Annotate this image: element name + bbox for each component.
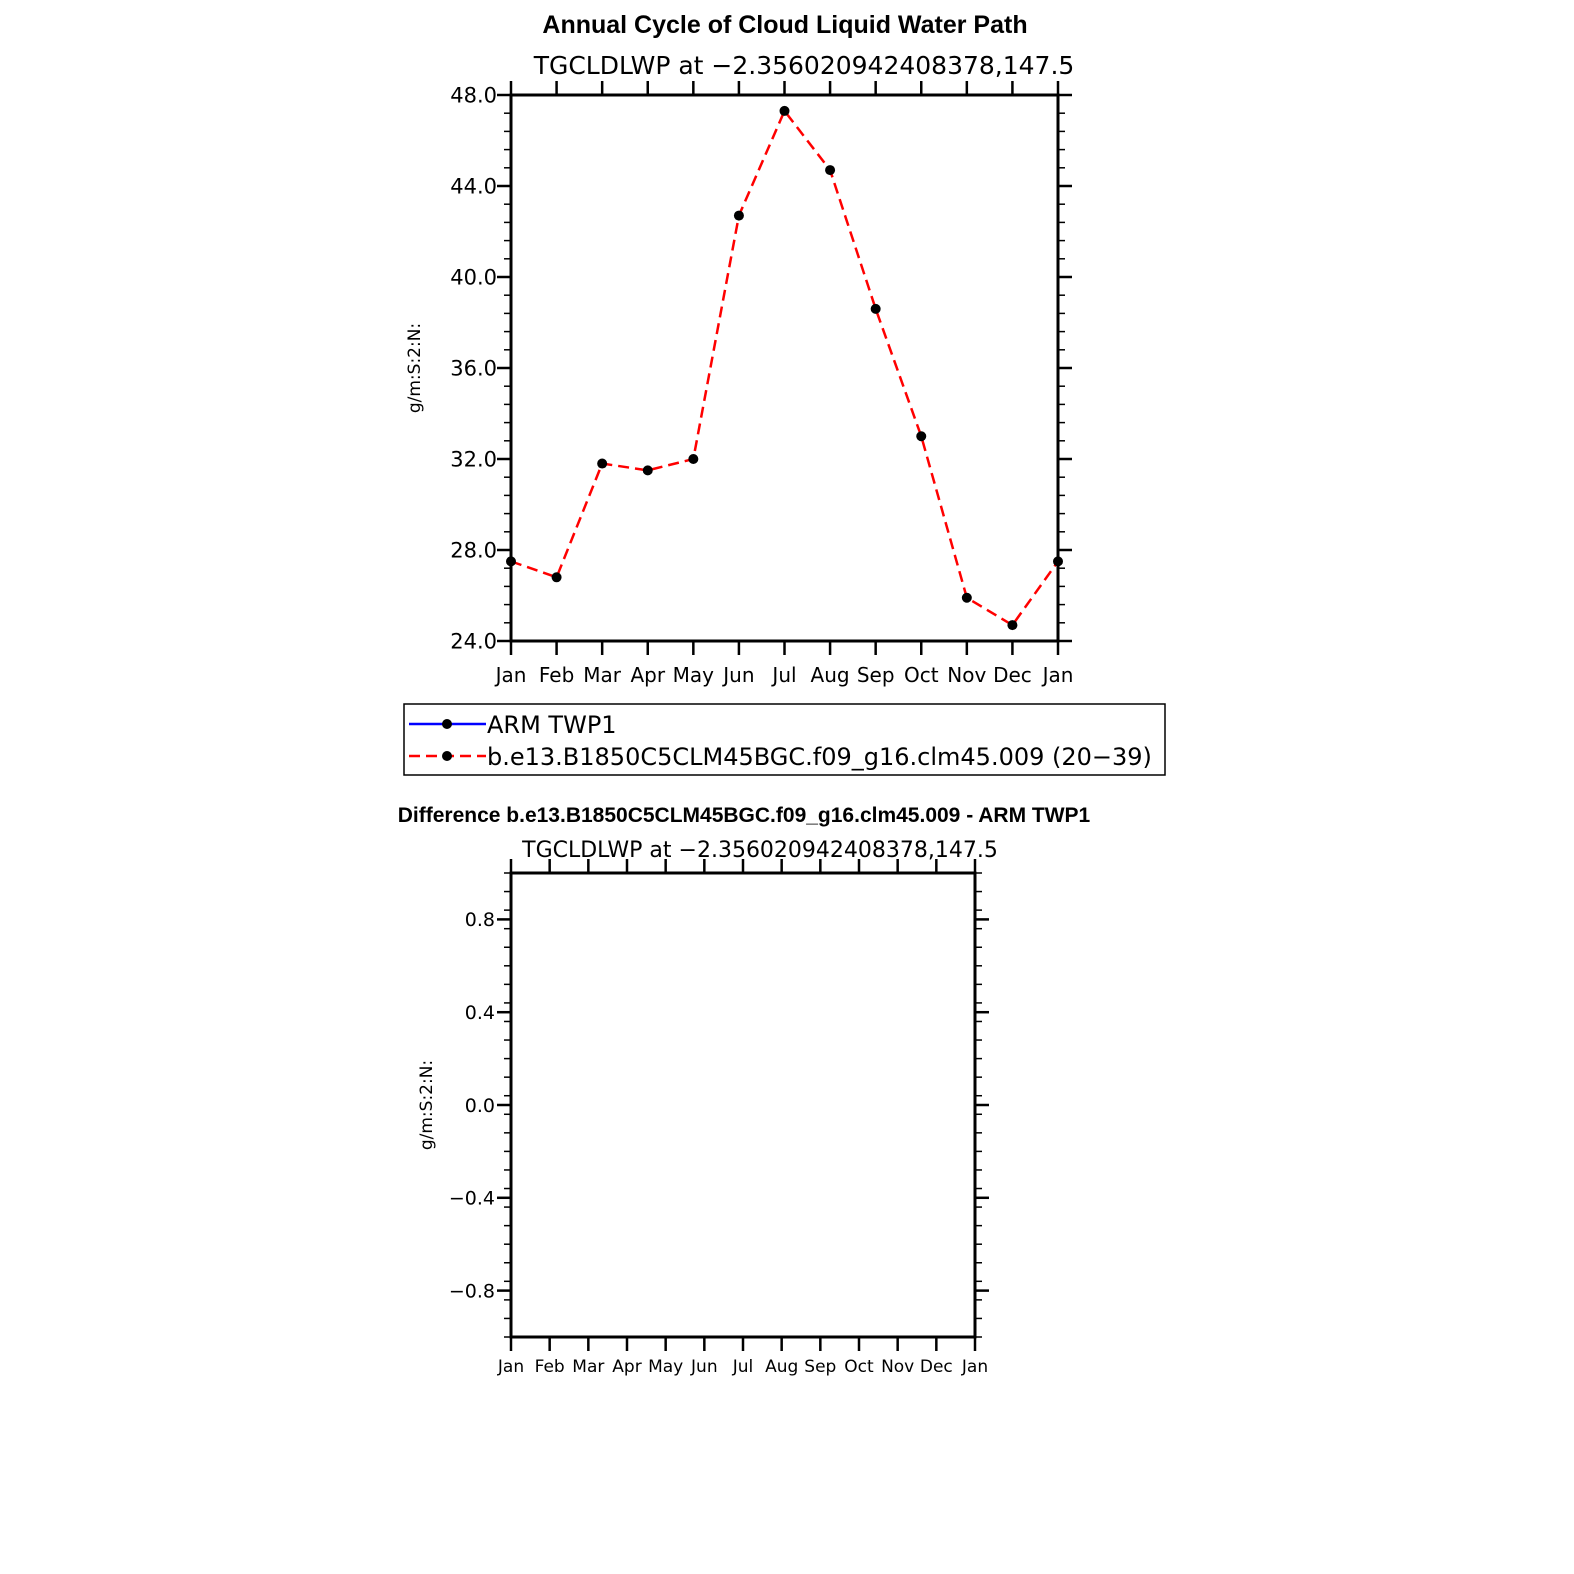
- x-tick-label: Jul: [732, 1357, 754, 1377]
- x-tick-label: Mar: [583, 663, 622, 687]
- x-tick-label: Nov: [947, 663, 987, 687]
- y-tick-label: 32.0: [450, 447, 497, 472]
- x-tick-label: May: [672, 663, 715, 687]
- x-tick-label: Oct: [903, 663, 939, 687]
- x-tick-label: Jan: [497, 1357, 525, 1377]
- y-tick-label: −0.8: [448, 1280, 495, 1303]
- data-point: [825, 165, 835, 175]
- x-tick-label: Feb: [538, 663, 575, 687]
- y-tick-label: 40.0: [450, 265, 497, 290]
- x-tick-label: Sep: [804, 1357, 837, 1377]
- y-axis-label: g/m:S:2:N:: [417, 1059, 437, 1151]
- y-tick-label: 36.0: [450, 356, 497, 381]
- y-tick-label: 0.0: [464, 1094, 495, 1117]
- y-tick-label: 28.0: [450, 538, 497, 563]
- series-line: [511, 111, 1058, 625]
- x-tick-label: Feb: [534, 1357, 565, 1377]
- chart-title: Annual Cycle of Cloud Liquid Water Path: [542, 11, 1028, 39]
- x-tick-label: Mar: [572, 1357, 605, 1377]
- data-point: [506, 556, 516, 566]
- data-point: [962, 593, 972, 603]
- y-axis-label: g/m:S:2:N:: [405, 322, 425, 414]
- y-tick-label: −0.4: [448, 1187, 495, 1210]
- x-tick-label: Sep: [856, 663, 895, 687]
- y-tick-label: 0.4: [464, 1002, 495, 1025]
- plot-frame: [511, 95, 1058, 641]
- data-point: [780, 106, 790, 116]
- data-point: [871, 304, 881, 314]
- x-tick-label: Aug: [810, 663, 850, 687]
- data-point: [552, 572, 562, 582]
- x-tick-label: Dec: [993, 663, 1032, 687]
- y-tick-label: 0.8: [464, 909, 495, 932]
- chart-subtitle: TGCLDLWP at −2.356020942408378,147.5: [522, 838, 998, 863]
- x-tick-label: Jan: [961, 1357, 989, 1377]
- x-tick-label: Jun: [691, 1357, 718, 1377]
- plot-frame: [511, 873, 975, 1337]
- x-tick-label: Jan: [1042, 663, 1074, 687]
- y-tick-label: 48.0: [450, 83, 497, 108]
- x-tick-label: May: [648, 1357, 684, 1377]
- data-point: [643, 465, 653, 475]
- legend-label: b.e13.B1850C5CLM45BGC.f09_g16.clm45.009 (20−39): [487, 743, 1152, 771]
- legend-label: ARM TWP1: [487, 711, 617, 739]
- y-tick-label: 24.0: [450, 629, 497, 654]
- x-tick-label: Jan: [495, 663, 527, 687]
- y-tick-label: 44.0: [450, 174, 497, 199]
- x-tick-label: Jun: [723, 663, 755, 687]
- chart-subtitle: TGCLDLWP at −2.356020942408378,147.5: [533, 51, 1075, 80]
- data-point: [597, 459, 607, 469]
- x-tick-label: Apr: [630, 663, 666, 687]
- data-point: [1007, 620, 1017, 630]
- legend-marker: [442, 751, 452, 761]
- x-tick-label: Apr: [612, 1357, 642, 1377]
- legend-marker: [442, 719, 452, 729]
- data-point: [916, 431, 926, 441]
- x-tick-label: Jul: [772, 663, 797, 687]
- x-tick-label: Oct: [844, 1357, 874, 1377]
- chart-title: Difference b.e13.B1850C5CLM45BGC.f09_g16.clm45.009 - ARM TWP1: [397, 804, 1091, 827]
- data-point: [688, 454, 698, 464]
- x-tick-label: Dec: [919, 1357, 953, 1377]
- data-point: [734, 211, 744, 221]
- x-tick-label: Nov: [881, 1357, 915, 1377]
- data-point: [1053, 556, 1063, 566]
- x-tick-label: Aug: [765, 1357, 799, 1377]
